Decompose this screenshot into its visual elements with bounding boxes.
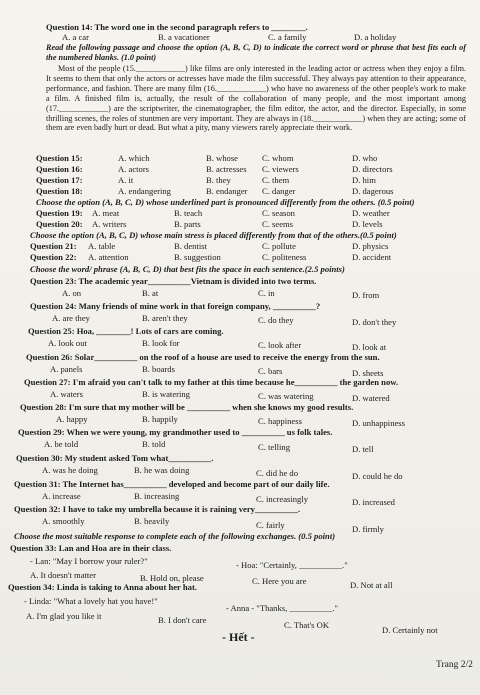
q18-option-b: B. endanger bbox=[206, 186, 248, 196]
q16-option-b: B. actresses bbox=[206, 164, 247, 174]
q21-option-b: B. dentist bbox=[174, 241, 207, 251]
q32-option-b: B. heavily bbox=[134, 516, 170, 526]
q28-option-c: C. happiness bbox=[258, 416, 302, 426]
q25-option-c: C. look after bbox=[258, 340, 302, 350]
q24-option-b: B. aren't they bbox=[142, 313, 188, 323]
q14-option-a: A. a car bbox=[62, 32, 89, 42]
question-34: Question 34: Linda is taking to Anna about her hat. bbox=[8, 582, 197, 592]
q33-lan-line: - Lan: "May I borrow your ruler?" bbox=[30, 556, 148, 566]
q29-option-d: D. tell bbox=[352, 444, 374, 454]
q27-option-d: D. watered bbox=[352, 393, 390, 403]
q32-option-d: D. firmly bbox=[352, 524, 384, 534]
q17-label: Question 17: bbox=[36, 175, 83, 185]
q27-option-a: A. waters bbox=[50, 389, 83, 399]
q24-option-a: A. are they bbox=[52, 313, 90, 323]
q24-option-d: D. don't they bbox=[352, 317, 397, 327]
question-30: Question 30: My student asked Tom what__________. bbox=[16, 453, 214, 463]
q19-option-d: D. weather bbox=[352, 208, 390, 218]
page-number: Trang 2/2 bbox=[436, 660, 473, 670]
q33-option-b: B. Hold on, please bbox=[140, 573, 204, 583]
q15-option-d: D. who bbox=[352, 153, 378, 163]
q31-option-b: B. increasing bbox=[134, 491, 180, 501]
question-24: Question 24: Many friends of mine work in that foreign company, __________? bbox=[30, 301, 321, 311]
q25-option-b: B. look for bbox=[142, 338, 180, 348]
instruction-pronunciation: Choose the option (A, B, C, D) whose underlined part is pronounced differently from the others. (0.5 point) bbox=[36, 197, 415, 207]
q23-option-d: D. from bbox=[352, 290, 380, 300]
q32-option-c: C. fairly bbox=[256, 520, 285, 530]
q20-option-a: A. writers bbox=[92, 219, 127, 229]
q19-option-c: C. season bbox=[262, 208, 295, 218]
q31-option-a: A. increase bbox=[42, 491, 81, 501]
q26-option-d: D. sheets bbox=[352, 368, 384, 378]
q15-option-b: B. whose bbox=[206, 153, 238, 163]
q24-option-c: C. do they bbox=[258, 315, 294, 325]
q34-linda-line: - Linda: "What a lovely hat you have!" bbox=[24, 596, 158, 606]
q30-option-d: D. could he do bbox=[352, 471, 403, 481]
q16-label: Question 16: bbox=[36, 164, 83, 174]
q27-option-c: C. was watering bbox=[258, 391, 314, 401]
question-28: Question 28: I'm sure that my mother will be __________ when she knows my good results. bbox=[20, 402, 354, 412]
q16-option-a: A. actors bbox=[118, 164, 150, 174]
q29-option-b: B. told bbox=[142, 439, 166, 449]
q21-option-d: D. physics bbox=[352, 241, 389, 251]
question-32: Question 32: I have to take my umbrella because it is raining very__________. bbox=[14, 504, 301, 514]
q30-option-a: A. was he doing bbox=[42, 465, 98, 475]
q14-option-d: D. a holiday bbox=[354, 32, 397, 42]
q31-option-c: C. increasingly bbox=[256, 494, 309, 504]
q30-option-c: C. did he do bbox=[256, 468, 299, 478]
q23-option-a: A. on bbox=[62, 288, 82, 298]
question-31: Question 31: The Internet has__________ developed and become part of our daily life. bbox=[14, 479, 330, 489]
q23-option-b: B. at bbox=[142, 288, 159, 298]
q34-option-a: A. I'm glad you like it bbox=[26, 611, 102, 621]
q23-option-c: C. in bbox=[258, 288, 275, 298]
q17-option-b: B. they bbox=[206, 175, 231, 185]
end-marker: - Hết - bbox=[222, 630, 255, 644]
q22-option-b: B. suggestion bbox=[174, 252, 221, 262]
q33-option-c: C. Here you are bbox=[252, 576, 307, 586]
q14-option-c: C. a family bbox=[268, 32, 307, 42]
q26-option-c: C. bars bbox=[258, 366, 283, 376]
q25-option-a: A. look out bbox=[48, 338, 87, 348]
q19-option-a: A. meat bbox=[92, 208, 120, 218]
q31-option-d: D. increased bbox=[352, 497, 395, 507]
question-26: Question 26: Solar__________ on the roof of a house are used to receive the energy from the sun. bbox=[26, 352, 380, 362]
q19-option-b: B. teach bbox=[174, 208, 203, 218]
q22-option-c: C. politeness bbox=[262, 252, 307, 262]
q22-option-d: D. accident bbox=[352, 252, 392, 262]
q28-option-d: D. unhappiness bbox=[352, 418, 405, 428]
q22-label: Question 22: bbox=[30, 252, 77, 262]
q27-option-b: B. is watering bbox=[142, 389, 190, 399]
instruction-cloze: Read the following passage and choose the option (A, B, C, D) to indicate the correct word or phrase that best fits each of the numbered blanks. (1.0 point) bbox=[46, 43, 466, 62]
q20-option-c: C. seems bbox=[262, 219, 294, 229]
q26-option-b: B. boards bbox=[142, 364, 175, 374]
q33-hoa-line: - Hoa: "Certainly, __________." bbox=[236, 560, 348, 570]
question-27: Question 27: I'm afraid you can't talk to my father at this time because he__________ the garden now. bbox=[24, 377, 399, 387]
q28-option-b: B. happily bbox=[142, 414, 178, 424]
q26-option-a: A. panels bbox=[50, 364, 83, 374]
q18-label: Question 18: bbox=[36, 186, 83, 196]
instruction-grammar: Choose the word/ phrase (A, B, C, D) that best fits the space in each sentence.(2.5 points) bbox=[30, 264, 345, 274]
q25-option-d: D. look at bbox=[352, 342, 387, 352]
q32-option-a: A. smoothly bbox=[42, 516, 85, 526]
q34-option-d: D. Certainly not bbox=[382, 625, 438, 635]
question-23: Question 23: The academic year__________Vietnam is divided into two terms. bbox=[30, 276, 317, 286]
q34-anna-line: - Anna - "Thanks, __________." bbox=[226, 603, 339, 613]
q15-option-c: C. whom bbox=[262, 153, 294, 163]
q16-option-d: D. directors bbox=[352, 164, 393, 174]
q14-option-b: B. a vacationer bbox=[158, 32, 210, 42]
q34-option-c: C. That's OK bbox=[284, 620, 330, 630]
q18-option-d: D. dagerous bbox=[352, 186, 394, 196]
instruction-exchanges: Choose the most suitable response to complete each of the following exchanges. (0.5 point) bbox=[14, 531, 336, 541]
q30-option-b: B. he was doing bbox=[134, 465, 190, 475]
q20-option-d: D. levels bbox=[352, 219, 383, 229]
q18-option-c: C. danger bbox=[262, 186, 296, 196]
question-14: Question 14: The word one in the second paragraph refers to ________. bbox=[46, 22, 308, 32]
question-29: Question 29: When we were young, my grandmother used to __________ us folk tales. bbox=[18, 427, 333, 437]
q20-label: Question 20: bbox=[36, 219, 83, 229]
q17-option-c: C. them bbox=[262, 175, 290, 185]
question-25: Question 25: Hoa, ________! Lots of cars are coming. bbox=[28, 326, 224, 336]
q17-option-d: D. him bbox=[352, 175, 376, 185]
q18-option-a: A. endangering bbox=[118, 186, 171, 196]
q17-option-a: A. it bbox=[118, 175, 134, 185]
q29-option-a: A. be told bbox=[44, 439, 79, 449]
q34-option-b: B. I don't care bbox=[158, 615, 207, 625]
q19-label: Question 19: bbox=[36, 208, 83, 218]
question-33: Question 33: Lan and Hoa are in their class. bbox=[10, 543, 172, 553]
q29-option-c: C. telling bbox=[258, 442, 290, 452]
q33-option-d: D. Not at all bbox=[350, 580, 393, 590]
q22-option-a: A. attention bbox=[88, 252, 129, 262]
q21-option-a: A. table bbox=[88, 241, 116, 251]
q16-option-c: C. viewers bbox=[262, 164, 299, 174]
reading-passage: Most of the people (15.____________) like films are only interested in the leading actor or actress when they enjoy a film. It seems to them that only the actors or actresses have made the film successful. They always pay attention to their appearance, performance, and fashion. There are many film (16.____________) who have no awareness of the other people's work to make a film. A finished film is, actually, the result of the collaboration of many people, and the most important among (17.____________) are the scriptwriter, the cinematographer, the film editor, the actor, and the director. Especially, in some thrilling scenes, the roles of stuntmen are very important. They are always in (18.____________) when they are acting; some of them are even badly hurt or dead. But what a pity, many viewers rarely appreciate their work. bbox=[46, 64, 466, 133]
instruction-stress: Choose the option (A, B, C, D) whose main stress is placed differently from that of the others.(0.5 point) bbox=[30, 230, 397, 240]
q33-option-a: A. It doesn't matter bbox=[30, 570, 96, 580]
q20-option-b: B. parts bbox=[174, 219, 201, 229]
q21-label: Question 21: bbox=[30, 241, 77, 251]
q15-label: Question 15: bbox=[36, 153, 83, 163]
q21-option-c: C. pollute bbox=[262, 241, 296, 251]
q15-option-a: A. which bbox=[118, 153, 150, 163]
q28-option-a: A. happy bbox=[56, 414, 88, 424]
